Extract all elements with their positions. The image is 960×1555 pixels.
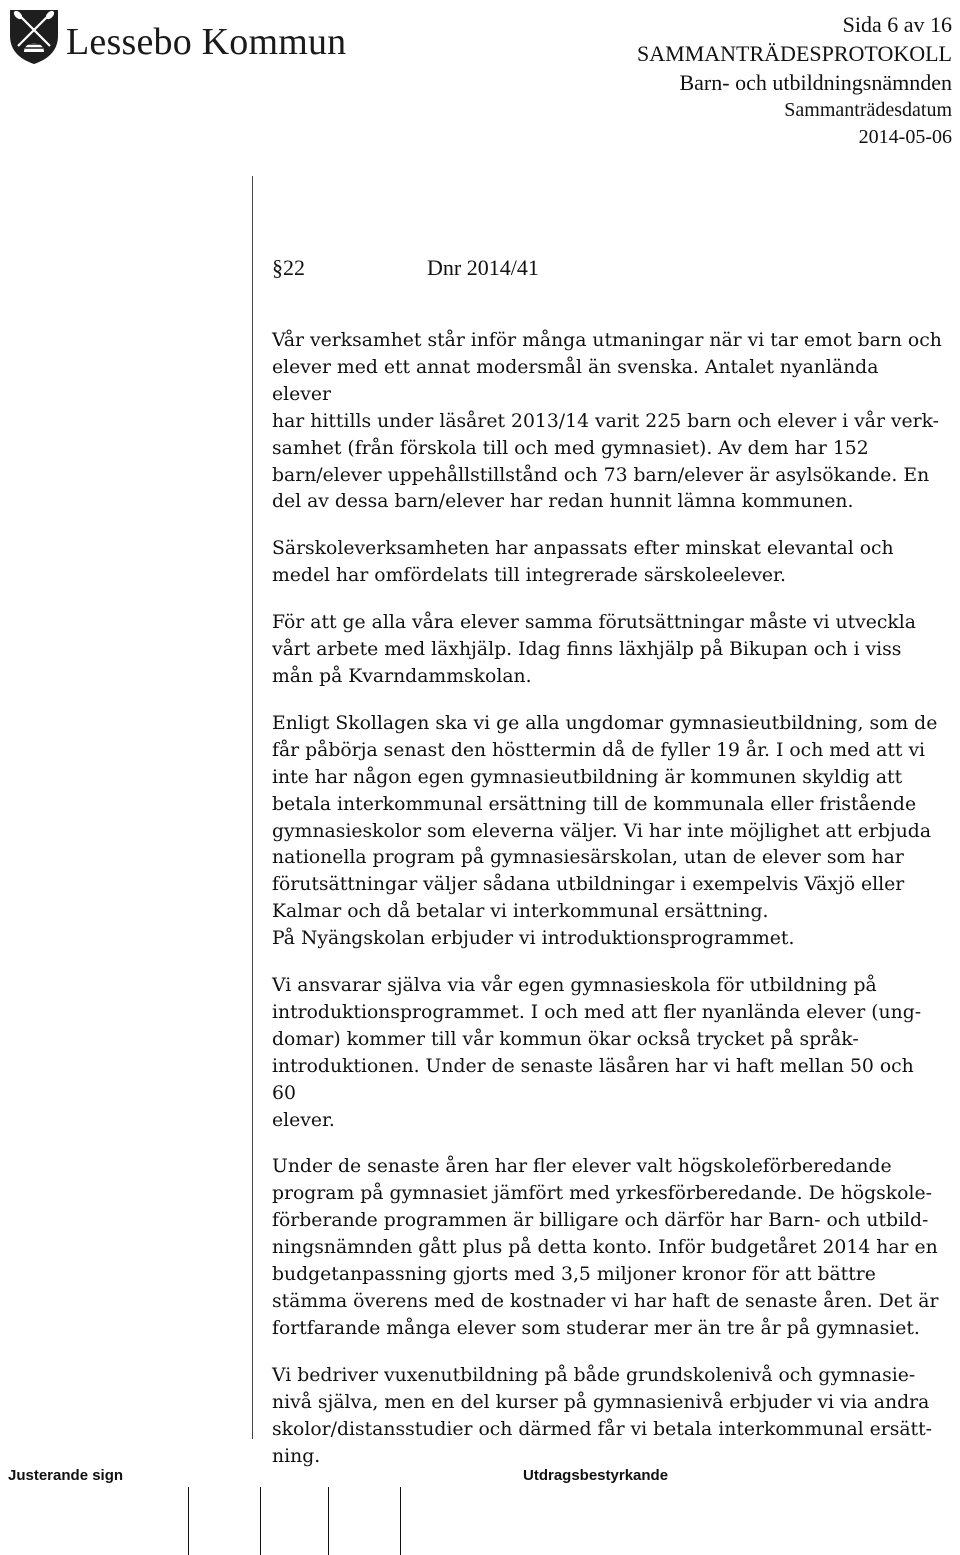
paragraph-special-school: Särskoleverksamheten har anpassats efter minskat elevantal och medel har omfördelats till integrerade särskoleelever. [272,538,894,587]
meeting-date: 2014-05-06 [858,126,952,148]
paragraph-homework-help: För att ge alla våra elever samma förutsättningar måste vi utveckla vårt arbete med läxhjälp. Idag finns läxhjälp på Bikupan och i viss mån på Kvarndammskolan. [272,612,917,687]
meeting-date-label: Sammanträdesdatum [784,99,952,121]
page-number: Sida 6 av 16 [842,12,952,37]
paragraph-newcomers: Vår verksamhet står inför många utmaningar när vi tar emot barn och elever med ett annat modersmål än svenska. Antalet nyanlända elever har hittills under läsåret 2013/14 varit 225 barn och elever i vår verk- samhet (från förskola till och med gymnasiet). Av dem har 152 barn/elever uppehållstillstånd och 73 barn/elever är asylsökande. En del av dessa barn/elever har redan hunnit lämna kommunen. [272,330,942,513]
paragraph-budget: Under de senaste åren har fler elever valt högskoleförberedande program på gymnasiet jämfört med yrkesförberedande. De högskole- förberande programmen är billigare och därför har Barn- och utbild- ningsnämnden gått plus på detta konto. Inför budgetåret 2014 har en budgetanpassning gjorts med 3,5 miljoner kronor för att bättre stämma överens med de kostnader vi har haft de senaste åren. Det är fortfarande många elever som studerar mer än tre år på gymnasiet. [272,1156,939,1339]
logo-wordmark: Lessebo Kommun [66,21,347,63]
paragraph-upper-secondary: Enligt Skollagen ska vi ge alla ungdomar gymnasieutbildning, som de får påbörja senast den hösttermin då de fyller 19 år. I och med att vi inte har någon egen gymnasieutbildning är kommunen skyldig att betala interkommunal ersättning till de kommunala eller fristående gymnasieskolor som eleverna väljer. Vi har inte möjlighet att erbjuda nationella program på gymnasiesärskolan, utan de elever som har förutsättningar väljer sådana utbildningar i exempelvis Växjö eller Kalmar och då betalar vi interkommunal ersättning. På Nyängskolan erbjuder vi introduktionsprogrammet. [272,712,938,950]
protocol-body [272,328,942,1490]
signature-divider [188,1487,189,1555]
paragraph-introduction-programme: Vi ansvarar själva via vår egen gymnasieskola för utbildning på introduktionsprogrammet. I och med att fler nyanlända elever (ung- domar) kommer till vår kommun ökar också trycket på språk- introduktionen. Under de senaste läsåren har vi haft mellan 50 och 60 elever. [272,975,922,1131]
signature-divider [400,1487,401,1555]
signature-divider [260,1487,261,1555]
protocol-title: SAMMANTRÄDESPROTOKOLL [637,41,952,66]
coat-of-arms-icon [6,6,62,66]
signature-divider [328,1487,329,1555]
section-heading [272,255,539,281]
paragraph-adult-education: Vi bedriver vuxenutbildning på både grundskolenivå och gymnasie- nivå själva, men en del kurser på gymnasienivå erbjuder vi via andra skolor/distansstudier och därmed får vi betala interkommunal ersätt- ning. [272,1364,932,1467]
board-name: Barn- och utbildningsnämnden [679,70,952,95]
justerande-sign-label: Justerande sign [8,1467,124,1484]
margin-line [252,176,253,1439]
municipality-logo [6,6,62,70]
diary-number: Dnr 2014/41 [427,255,539,280]
protocol-header [637,10,952,151]
utdragsbestyrkande-label: Utdragsbestyrkande [523,1467,669,1484]
paragraph-number: §22 [272,255,305,280]
